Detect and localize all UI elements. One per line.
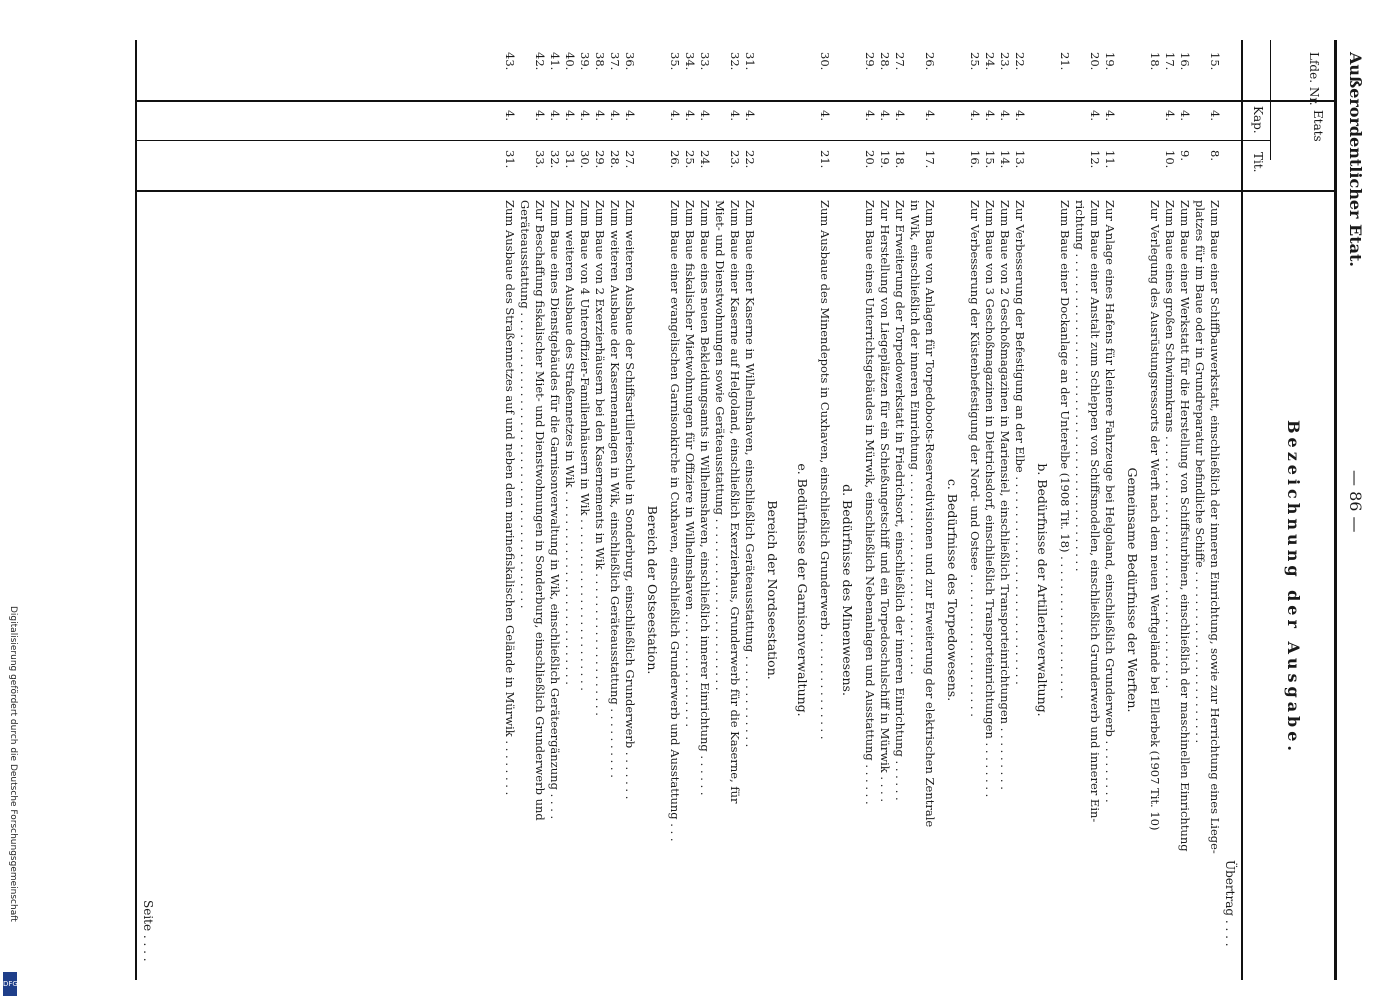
section-heading-text: c. Bedürfnisse des Torpedowesens.: [945, 478, 960, 702]
row-number: 17.: [1163, 52, 1177, 71]
row-tit: 15.: [983, 150, 997, 169]
row-kap: 4.: [893, 110, 907, 121]
row-description: Zum Baue von 2 Exerzierhäusern bei den Kasernements in Wik . . . . . . . . . . . . . . . . . . . .: [593, 200, 607, 716]
row-number: 30.: [818, 52, 832, 71]
row-tit: 24.: [698, 150, 712, 169]
col-divider-2: [137, 140, 1271, 141]
row-description: Zum Baue einer Werkstatt für die Herstellung von Schiffsturbinen, einschließlich der maschinellen Einrichtung: [1178, 200, 1192, 852]
row-tit: 31.: [503, 150, 517, 169]
row-kap: 4.: [863, 110, 877, 121]
row-description: Zum Baue von 2 Geschoßmagazinen in Mariensiel, einschließlich Transporteinrichtungen . . . . . . . . .: [998, 200, 1012, 790]
row-description: richtung . . . . . . . . . . . . . . . . . . . . . . . . . . . . . . . . . . . . . . . . . . . .: [1073, 200, 1087, 572]
row-kap: 4.: [1178, 110, 1192, 121]
row-number: 24.: [983, 52, 997, 71]
row-description: Zum Baue von 4 Unteroffizier-Familienhäusern in Wik . . . . . . . . . . . . . . . . . . . . . . . .: [578, 200, 592, 691]
seite-label: Seite . . . .: [141, 900, 155, 962]
row-tit: 10.: [1163, 150, 1177, 169]
row-kap: 4.: [998, 110, 1012, 121]
header-rule: [1241, 40, 1243, 980]
row-kap: 4.: [623, 110, 637, 121]
row-number: 42.: [533, 52, 547, 71]
row-kap: 4.: [728, 110, 742, 121]
row-kap: 4.: [1208, 110, 1222, 121]
row-description: Zur Beschaffung fiskalischer Miet- und Dienstwohnungen in Sonderburg, einschließlich Grunderwerb und: [533, 200, 547, 821]
row-tit: 32.: [548, 150, 562, 169]
row-description: Zum Ausbaue des Minendepots in Cuxhaven, einschließlich Grunderwerb . . . . . . . . . . . . . . .: [818, 200, 832, 740]
row-tit: 9.: [1178, 150, 1192, 161]
row-number: 43.: [503, 52, 517, 71]
row-description: Zum Baue eines Dienstgebäudes für die Garnisonverwaltung in Wik, einschließlich Geräteergänzung . . . .: [548, 200, 562, 820]
row-number: 39.: [578, 52, 592, 71]
row-number: 18.: [1148, 52, 1162, 71]
row-description: Zum Baue einer evangelischen Garnisonkirche in Cuxhaven, einschließlich Grunderwerb und Ausstattung . . .: [668, 200, 682, 842]
row-number: 41.: [548, 52, 562, 71]
row-tit: 31.: [563, 150, 577, 169]
row-kap: 4.: [503, 110, 517, 121]
row-description: platzes für im Baue oder in Grundreparatur befindliche Schiffe . . . . . . . . . . . . . . . . . . . . . . . .: [1193, 200, 1207, 744]
row-number: 35.: [668, 52, 682, 71]
row-tit: 16.: [968, 150, 982, 169]
row-tit: 19.: [878, 150, 892, 169]
row-description: Zum weiteren Ausbaue der Schiffsartillerieschule in Sonderburg, einschließlich Grunderwerb . . . . . . .: [623, 200, 637, 800]
col-head-etats: Etats: [1311, 110, 1325, 142]
row-kap: 4.: [698, 110, 712, 121]
row-kap: 4.: [578, 110, 592, 121]
row-tit: 14.: [998, 150, 1012, 169]
section-heading-text: Bereich der Ostseestation.: [645, 505, 660, 675]
row-number: 32.: [728, 52, 742, 71]
section-heading-text: Gemeinsame Bedürfnisse der Werften.: [1125, 467, 1140, 713]
row-number: 16.: [1178, 52, 1192, 71]
row-number: 27.: [893, 52, 907, 71]
row-description: Zur Erweiterung der Torpedowerkstatt in Friedrichsort, einschließlich der inneren Einrichtung . . . . . .: [893, 200, 907, 801]
row-description: Zum Baue fiskalischer Mietwohnungen für Offiziere in Wilhelmshaven . . . . . . . . . . . . . . . .: [683, 200, 697, 728]
col-divider-1: [137, 100, 1337, 102]
row-number: 37.: [608, 52, 622, 71]
row-kap: 4.: [1088, 110, 1102, 121]
row-kap: 4.: [743, 110, 757, 121]
row-number: 36.: [623, 52, 637, 71]
row-number: 22.: [1013, 52, 1027, 71]
row-tit: 22.: [743, 150, 757, 169]
section-heading-text: e. Bedürfnisse der Garnisonverwaltung.: [795, 463, 810, 717]
row-kap: 4.: [1103, 110, 1117, 121]
row-description: Zum Baue einer Dockanlage an der Unterelbe (1908 Tit. 18) . . . . . . . . . . . . . . . . . . . .: [1058, 200, 1072, 699]
row-description: Zum Ausbaue des Straßennetzes auf und neben dem marinefiskalischen Gelände in Mürwik . . . . . . . .: [503, 200, 517, 796]
col-head-lfd: Lfde. Nr.: [1307, 52, 1321, 106]
row-number: 23.: [998, 52, 1012, 71]
row-number: 38.: [593, 52, 607, 71]
row-description: Zum Baue eines Unterrichtsgebäudes in Mürwik, einschließlich Nebenanlagen und Ausstattung . . . . . .: [863, 200, 877, 805]
row-description: Zum Baue eines großen Schwimmkrans . . . . . . . . . . . . . . . . . . . . . . . . . . . . . . . . . . .: [1163, 200, 1177, 689]
row-description: Geräteausstattung . . . . . . . . . . . . . . . . . . . . . . . . . . . . . . . . . . . . . . . . .: [518, 200, 532, 609]
row-tit: 25.: [683, 150, 697, 169]
row-description: Zur Verbesserung der Befestigung an der Elbe . . . . . . . . . . . . . . . . . . . . . . . . . . . . .: [1013, 200, 1027, 685]
row-number: 25.: [968, 52, 982, 71]
row-description: Zur Verlegung des Ausrüstungsressorts der Werft nach dem neuen Werftgelände bei Ellerbek (1907 Tit. 10): [1148, 200, 1162, 831]
row-number: 29.: [863, 52, 877, 71]
row-description: Zur Anlage eines Hafens für kleinere Fahrzeuge bei Helgoland, einschließlich Grunderwerb . . . . . . . . .: [1103, 200, 1117, 803]
page-number: — 86 —: [1346, 470, 1365, 533]
row-kap: 4.: [593, 110, 607, 121]
row-number: 34.: [683, 52, 697, 71]
row-tit: 21.: [818, 150, 832, 169]
row-tit: 28.: [608, 150, 622, 169]
row-number: 21.: [1058, 52, 1072, 71]
row-kap: 4.: [878, 110, 892, 121]
row-number: 19.: [1103, 52, 1117, 71]
row-description: Zum Baue eines neuen Bekleidungsamts in Wilhelmshaven, einschließlich innerer Einrichtung . . . . . .: [698, 200, 712, 796]
row-tit: 23.: [728, 150, 742, 169]
col-divider-3: [137, 190, 1337, 192]
row-number: 26.: [923, 52, 937, 71]
section-heading-text: b. Bedürfnisse der Artillerieverwaltung.: [1035, 463, 1050, 717]
row-number: 40.: [563, 52, 577, 71]
col-head-kap: Kap.: [1251, 106, 1265, 134]
row-kap: 4.: [983, 110, 997, 121]
row-tit: 33.: [533, 150, 547, 169]
row-number: 20.: [1088, 52, 1102, 71]
row-description: Zur Verbesserung der Küstenbefestigung der Nord- und Ostsee . . . . . . . . . . . . . . . . . . . .: [968, 200, 982, 717]
row-tit: 13.: [1013, 150, 1027, 169]
uebertrag-label: Übertrag . . . .: [1223, 860, 1237, 947]
section-heading-text: d. Bedürfnisse des Minenwesens.: [840, 484, 855, 696]
row-tit: 30.: [578, 150, 592, 169]
row-number: 15.: [1208, 52, 1222, 71]
row-kap: 4.: [683, 110, 697, 121]
row-kap: 4.: [1013, 110, 1027, 121]
row-tit: 29.: [593, 150, 607, 169]
row-kap: 4.: [563, 110, 577, 121]
row-kap: 4.: [968, 110, 982, 121]
section-heading-text: Bereich der Nordseestation.: [765, 500, 780, 680]
row-description: Zum weiteren Ausbaue der Kasernenanlagen in Wik, einschließlich Geräteausstattung . . . . . . . . . .: [608, 200, 622, 778]
row-number: 33.: [698, 52, 712, 71]
row-description: in Wik, einschließlich der inneren Einrichtung . . . . . . . . . . . . . . . . . . . . . . . . . . . .: [908, 200, 922, 675]
row-kap: 4.: [533, 110, 547, 121]
row-description: Zum Baue einer Kaserne in Wilhelmshaven, einschließlich Geräteausstattung . . . . . . . . . . . . .: [743, 200, 757, 748]
col-head-tit: Tit.: [1251, 152, 1265, 173]
etat-title: Außerordentlicher Etat.: [1346, 52, 1365, 267]
row-tit: 8.: [1208, 150, 1222, 161]
row-tit: 26.: [668, 150, 682, 169]
row-tit: 11.: [1103, 150, 1117, 169]
row-kap: 4.: [548, 110, 562, 121]
row-number: 28.: [878, 52, 892, 71]
row-tit: 18.: [893, 150, 907, 169]
digitization-note: [6, 606, 18, 986]
col-head-desc: Bezeichnung der Ausgabe.: [1284, 420, 1303, 755]
bottom-rule: [135, 40, 137, 980]
row-description: Miet- und Dienstwohnungen sowie Geräteausstattung . . . . . . . . . . . . . . . . . . . . . . . .: [713, 200, 727, 691]
top-rule: [1334, 40, 1337, 980]
row-kap: 4.: [668, 110, 682, 121]
row-kap: 4.: [608, 110, 622, 121]
row-tit: 17.: [923, 150, 937, 169]
digitization-text: Digitalisierung gefördert durch die Deutsche Forschungsgemeinschaft: [8, 606, 18, 922]
row-description: Zur Herstellung von Liegeplätzen für ein Schießungetschiff und ein Torpedoschulschiff in Mürwik . . . .: [878, 200, 892, 802]
row-kap: 4.: [1163, 110, 1177, 121]
row-description: Zum Baue von 3 Geschoßmagazinen in Dietrichsdorf, einschließlich Transporteinrichtungen . . . . . . . .: [983, 200, 997, 798]
row-tit: 12.: [1088, 150, 1102, 169]
row-description: Zum Baue einer Kaserne auf Helgoland, einschließlich Exerzierhaus, Grunderwerb für die Kaserne, für: [728, 200, 742, 804]
row-kap: 4.: [923, 110, 937, 121]
row-tit: 20.: [863, 150, 877, 169]
row-number: 31.: [743, 52, 757, 71]
row-description: Zum Baue einer Schiffbauwerkstatt, einschließlich der inneren Einrichtung, sowie zur Herrichtung eines Liege-: [1208, 200, 1222, 854]
row-description: Zum Baue einer Anstalt zum Schleppen von Schiffsmodellen, einschließlich Grunderwerb und innerer Ein-: [1088, 200, 1102, 823]
dfg-logo: DFG: [3, 972, 17, 996]
row-description: Zum weiteren Ausbaue des Straßennetzes in Wik . . . . . . . . . . . . . . . . . . . . . . . . . . .: [563, 200, 577, 685]
row-tit: 27.: [623, 150, 637, 169]
row-kap: 4.: [818, 110, 832, 121]
row-description: Zum Baue von Anlagen für Torpedoboots-Reservedivisionen und zur Erweiterung der elektrischen Zentrale: [923, 200, 937, 828]
